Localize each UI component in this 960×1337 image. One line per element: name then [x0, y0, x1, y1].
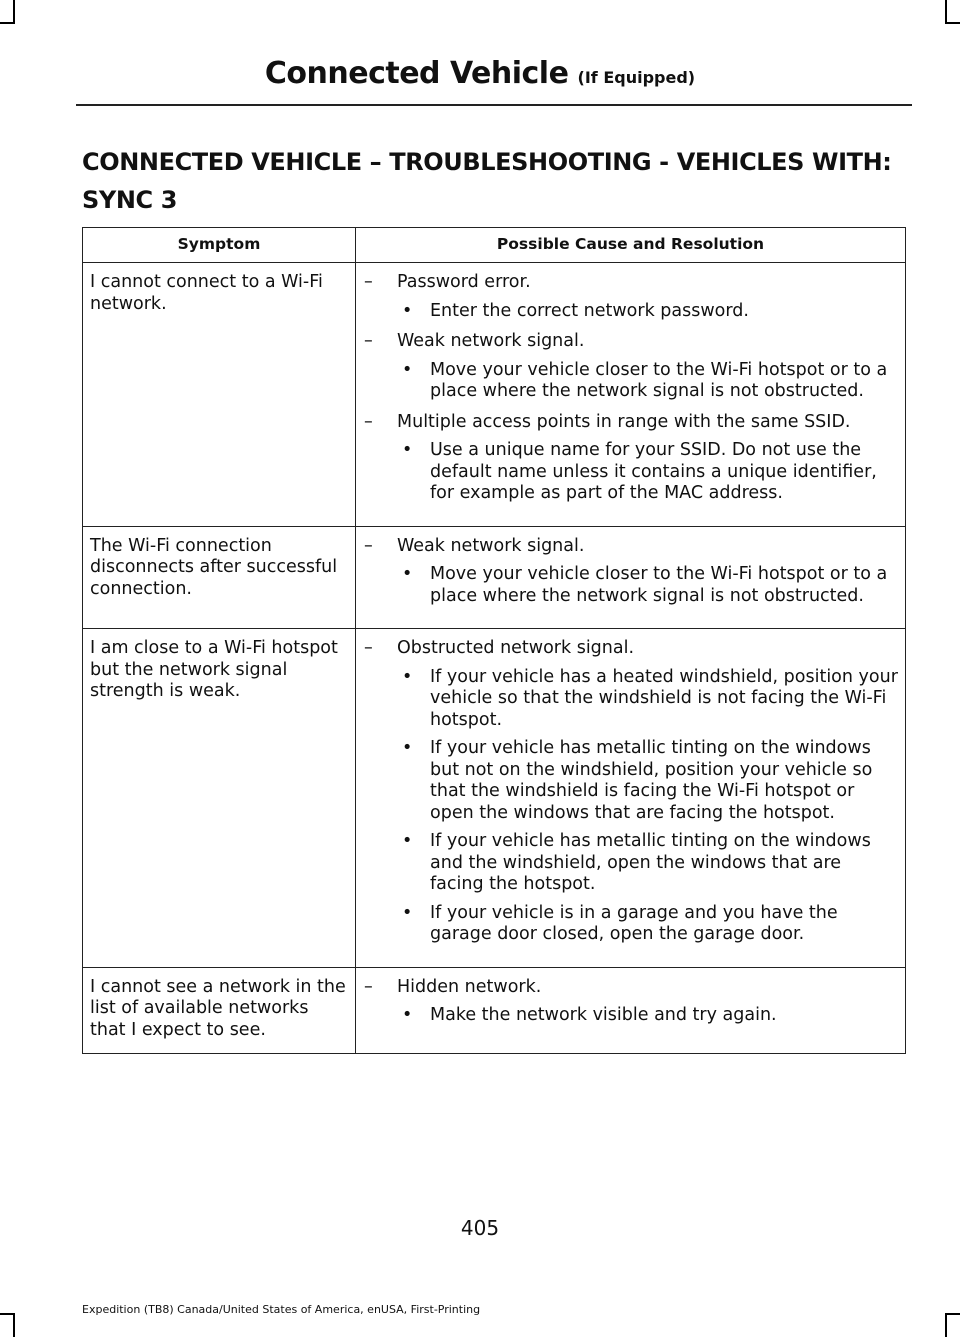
- table-row: [83, 263, 906, 527]
- resolution-list: [397, 360, 899, 403]
- cause-item: [364, 272, 899, 294]
- resolution-cell: [356, 263, 906, 527]
- resolution-list: [397, 564, 899, 607]
- resolution-cell: [356, 967, 906, 1054]
- resolution-cell: [356, 629, 906, 968]
- cause-item: [364, 536, 899, 558]
- resolution-text: Enter the correct network password.: [430, 300, 749, 321]
- dash-marker: –: [364, 411, 373, 432]
- bullet-marker: •: [402, 831, 413, 851]
- table-row: [83, 629, 906, 968]
- cause-item: [364, 638, 899, 660]
- resolution-cell: [356, 526, 906, 629]
- dash-marker: –: [364, 976, 373, 997]
- resolution-item: [397, 564, 899, 607]
- bullet-marker: •: [402, 564, 413, 584]
- cause-text: Password error.: [397, 272, 531, 292]
- resolution-list: [397, 440, 899, 505]
- symptom-cell: I am close to a Wi-Fi hotspot but the network signal strength is weak.: [83, 629, 356, 968]
- resolution-item: [397, 903, 899, 946]
- cause-item: [364, 331, 899, 353]
- bullet-marker: •: [402, 359, 413, 380]
- cause-item: [364, 412, 899, 434]
- page-header: [0, 56, 960, 91]
- crop-mark: [0, 22, 15, 24]
- resolution-text: Use a unique name for your SSID. Do not use the default name unless it contains a unique identifier, for example as part of the MAC address.: [430, 440, 877, 503]
- bullet-marker: •: [402, 738, 413, 758]
- crop-mark: [0, 1313, 15, 1315]
- header-title: Connected Vehicle: [264, 56, 569, 91]
- bullet-marker: •: [402, 902, 413, 923]
- crop-mark: [945, 22, 960, 24]
- dash-marker: –: [364, 535, 373, 556]
- crop-mark: [945, 1313, 947, 1337]
- symptom-cell: The Wi-Fi connection disconnects after successful connection.: [83, 526, 356, 629]
- resolution-text: Move your vehicle closer to the Wi-Fi hotspot or to a place where the network signal is not obstructed.: [430, 359, 888, 401]
- symptom-cell: I cannot connect to a Wi-Fi network.: [83, 263, 356, 527]
- header-divider: [76, 104, 912, 106]
- bullet-marker: •: [402, 440, 413, 460]
- resolution-list: [397, 667, 899, 946]
- resolution-item: [397, 1005, 899, 1027]
- crop-mark: [945, 1313, 960, 1315]
- cause-text: Weak network signal.: [397, 331, 585, 351]
- symptom-cell: I cannot see a network in the list of available networks that I expect to see.: [83, 967, 356, 1054]
- resolution-text: If your vehicle has metallic tinting on the windows and the windshield, open the windows that are facing the hotspot.: [430, 831, 871, 894]
- symptom-column-header: Symptom: [83, 228, 356, 263]
- table-row: [83, 526, 906, 629]
- crop-mark: [13, 1313, 15, 1337]
- table-row: [83, 967, 906, 1054]
- resolution-item: [397, 738, 899, 824]
- resolution-item: [397, 301, 899, 323]
- crop-mark: [945, 0, 947, 24]
- crop-mark: [13, 0, 15, 24]
- troubleshooting-table: [82, 227, 906, 1054]
- cause-item: [364, 977, 899, 999]
- resolution-text: If your vehicle is in a garage and you have the garage door closed, open the garage door.: [430, 902, 838, 944]
- resolution-item: [397, 667, 899, 732]
- bullet-marker: •: [402, 666, 413, 687]
- bullet-marker: •: [402, 1005, 413, 1025]
- resolution-list: [397, 301, 899, 323]
- resolution-text: Make the network visible and try again.: [430, 1005, 777, 1025]
- resolution-text: If your vehicle has metallic tinting on the windows but not on the windshield, position your vehicle so that the windshield is facing the Wi-Fi hotspot or open the windows that are facing the hotspot.: [430, 738, 873, 823]
- resolution-list: [397, 1005, 899, 1027]
- header-subtitle: (If Equipped): [577, 68, 696, 87]
- dash-marker: –: [364, 638, 373, 658]
- bullet-marker: •: [402, 300, 413, 321]
- resolution-text: If your vehicle has a heated windshield, position your vehicle so that the windshield is not facing the Wi-Fi hotspot.: [430, 666, 898, 730]
- section-title: CONNECTED VEHICLE – TROUBLESHOOTING - VEHICLES WITH: SYNC 3: [82, 148, 892, 214]
- footer-text: Expedition (TB8) Canada/United States of America, enUSA, First-Printing: [82, 1303, 481, 1316]
- resolution-text: Move your vehicle closer to the Wi-Fi hotspot or to a place where the network signal is not obstructed.: [430, 564, 888, 606]
- cause-text: Multiple access points in range with the same SSID.: [397, 411, 851, 432]
- page-number: 405: [460, 1216, 500, 1240]
- cause-text: Hidden network.: [397, 976, 542, 997]
- resolution-item: [397, 360, 899, 403]
- resolution-item: [397, 440, 899, 505]
- table-header-row: [83, 228, 906, 263]
- dash-marker: –: [364, 331, 373, 351]
- cause-text: Weak network signal.: [397, 535, 585, 556]
- cause-text: Obstructed network signal.: [397, 638, 635, 658]
- resolution-item: [397, 831, 899, 896]
- table-body: [83, 263, 906, 1054]
- dash-marker: –: [364, 272, 373, 292]
- resolution-column-header: Possible Cause and Resolution: [356, 228, 906, 263]
